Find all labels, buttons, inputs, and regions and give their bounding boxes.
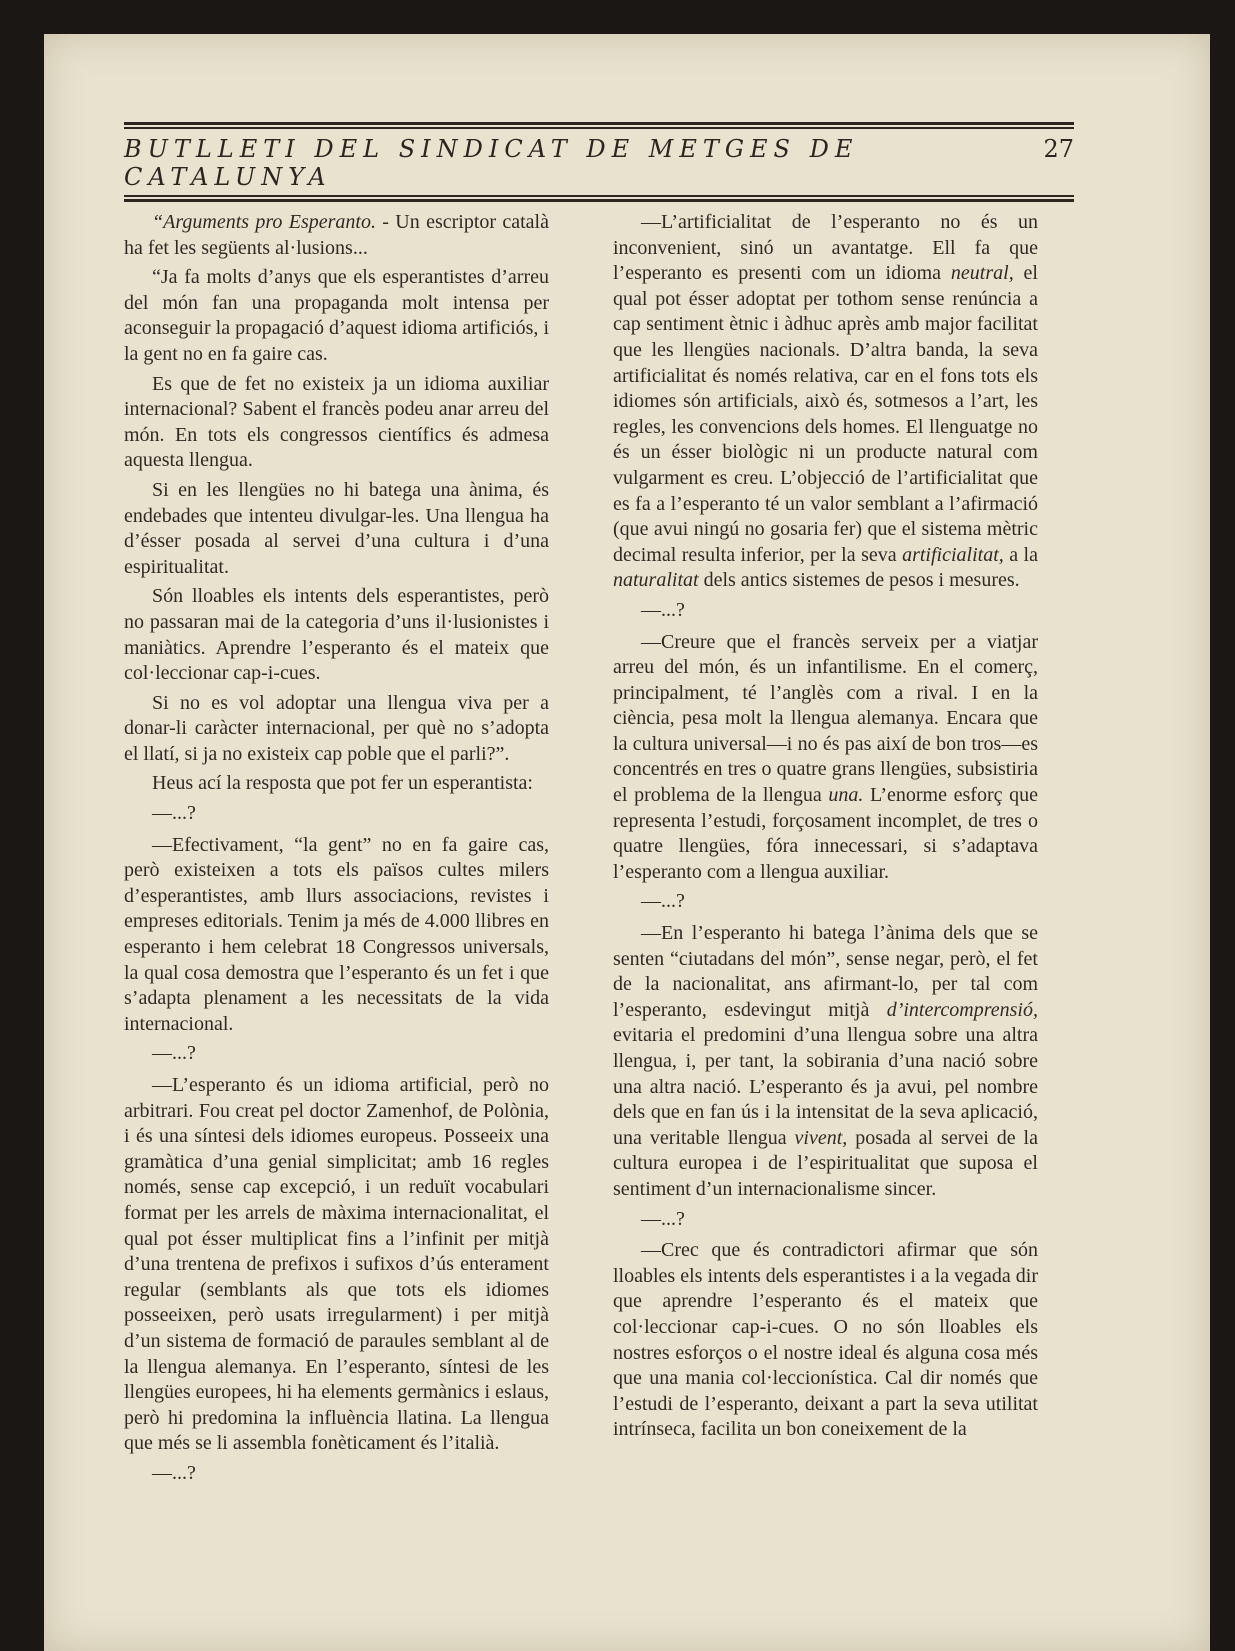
paragraph: Si no es vol adoptar una llengua viva per a donar-li caràcter internacional, per què no s’adopta el llatí, si ja no existeix cap poble que el parli?”. (124, 691, 549, 765)
text-run: L’enorme esforç que representa l’estudi, forçosament incomplet, de tres o quatre llengües, fóra innecessari, si s’adaptava l’esperanto com a llengua auxiliar. (613, 784, 1039, 883)
italic-term: una. (828, 784, 864, 807)
page-number: 27 (1043, 135, 1074, 163)
running-header (124, 122, 1074, 202)
italic-term: d’intercomprensió, (886, 998, 1038, 1021)
text-run: posada al servei de la cultura europea i de l’espiritualitat que suposa el sentiment d’un internacionalisme sincer. (613, 1126, 1038, 1200)
question-marker: —...? (152, 802, 196, 825)
header-rule-bottom (124, 199, 1074, 202)
question-marker: —...? (641, 890, 685, 913)
question-marker: —...? (152, 1042, 196, 1065)
text-run: —L’artificialitat de l’esperanto no és un inconvenient, sinó un avantatge. Ell fa que l’esperanto es presenti com un idioma (613, 211, 1038, 285)
header-rule-bottom-thin (124, 195, 1074, 197)
header-rule-top (124, 122, 1074, 125)
italic-term: vivent, (794, 1126, 848, 1149)
text-run: —En l’esperanto hi batega l’ànima dels que se senten “ciutadans del món”, sense negar, però, el fet de la nacionalitat, ans afirmant-lo, per tal com l’esperanto, esdevingut mitjà (613, 922, 1038, 1021)
text-run: evitaria el predomini d’una llengua sobre una altra llengua, i, per tant, la sobirania d’una nació sobre una altra nació. L’esperanto és ja avui, pel nombre dels que en fan ús i la intensitat de la seva aplicació, una veritable llengua (613, 1024, 1038, 1149)
italic-term: artificialitat, (902, 543, 1004, 566)
journal-title: BUTLLETI DEL SINDICAT DE METGES DE CATALUNYA (124, 135, 859, 191)
paragraph: “Ja fa molts d’anys que els esperantistes d’arreu del món fan una propaganda molt intensa per aconseguir la propagació d’aquest idioma artificiós, i la gent no en fa gaire cas. (124, 266, 549, 365)
paragraph: Es que de fet no existeix ja un idioma auxiliar internacional? Sabent el francès podeu anar arreu del món. En tots els congressos científics és admesa aquesta llengua. (124, 372, 549, 472)
paragraph (613, 210, 1038, 594)
left-column (124, 210, 549, 1493)
question-marker: —...? (641, 598, 685, 621)
text-run: dels antics sistemes de pesos i mesures. (698, 569, 1020, 592)
paragraph (613, 921, 1038, 1203)
intro-title: “Arguments pro Esperanto. (152, 211, 376, 233)
text-run: —Creure que el francès serveix per a viatjar arreu del món, és un infantilisme. En el comerç, principalment, té l’anglès com a rival. I en la ciència, pesa molt la llengua alemanya. Encara que la cultura universal—i no és pas així de bon tros—es concentrés en tres o quatre grans llengües, subsistiria el problema de la llengua (613, 630, 1038, 807)
intro-text: - Un escriptor català ha fet les següents al·lusions... (124, 211, 549, 259)
paragraph: —Crec que és contradictori afirmar que són lloables els intents dels esperantistes i a la vegada dir que aprendre l’esperanto és el mateix que col·leccionar cap-i-cues. O no són lloables els nostres esforços o el nostre ideal és alguna cosa més que una mania col·leccionística. Cal dir només que l’estudi de l’esperanto, deixant a part la seva utilitat intrínseca, facilita un bon coneixement de la (613, 1239, 1038, 1441)
italic-term: naturalitat (613, 569, 699, 592)
question-marker: —...? (152, 1461, 196, 1484)
right-column (613, 210, 1038, 1447)
paragraph: Si en les llengües no hi batega una ànima, és endebades que intenteu divulgar-les. Una llengua ha d’ésser posada al servei d’una cultura i d’una espiritualitat. (124, 478, 549, 578)
paragraph: Són lloables els intents dels esperantistes, però no passaran mai de la categoria d’uns il·lusionistes i maniàtics. Aprendre l’esperanto és el mateix que col·leccionar cap-i-cues. (124, 585, 549, 685)
question-marker: —...? (641, 1207, 685, 1230)
italic-term: neutral, (950, 262, 1014, 285)
intro-paragraph (124, 210, 549, 261)
journal-page (44, 34, 1210, 1651)
paragraph: —L’esperanto és un idioma artificial, però no arbitrari. Fou creat pel doctor Zamenhof, de Polònia, i és una síntesi dels idiomes europeus. Posseeix una gramàtica d’una genial simplicitat; amb 16 regles només, sense cap excepció, i un reduït vocabulari format per les arrels de màxima internacionalitat, el qual pot ésser multiplicat fins a l’infinit per mitjà d’una trentena de prefixos i sufixos d’ús enterament regular (semblants als que tots els idiomes posseeixen, però usats irregularment) i per mitjà d’un sistema de formació de paraules semblant al de la llengua alemanya. En l’esperanto, síntesi de les llengües europees, hi ha elements germànics i eslaus, però hi predomina la influència llatina. La llengua que més se li assembla fonèticament és l’italià. (124, 1074, 549, 1455)
text-run: el qual pot ésser adoptat per tothom sense renúncia a cap sentiment ètnic i àdhuc après amb major facilitat que les llengües nacionals. D’altra banda, la seva artificialitat és només relativa, car en el fons tots els idiomes són artificials, això és, sotmesos a l’art, les regles, les convencions dels homes. El llenguatge no és un ésser biològic ni un producte natural com vulgarment es creu. L’objecció de l’artificialitat que es fa a l’esperanto té un valor semblant a l’afirmació (que avui ningú no gosaria fer) que el sistema mètric decimal resulta inferior, per la seva (613, 262, 1038, 566)
paragraph: —Efectivament, “la gent” no en fa gaire cas, però existeixen a tots els països cultes milers d’esperantistes, amb llurs associacions, revistes i empreses editorials. Tenim ja més de 4.000 llibres en esperanto i hem celebrat 18 Congressos universals, la qual cosa demostra que l’esperanto és un fet i que s’adapta plenament a les necessitats de la vida internacional. (124, 833, 549, 1035)
text-run: a la (1003, 543, 1038, 566)
paragraph (613, 630, 1038, 886)
paragraph: Heus ací la resposta que pot fer un esperantista: (152, 772, 533, 795)
